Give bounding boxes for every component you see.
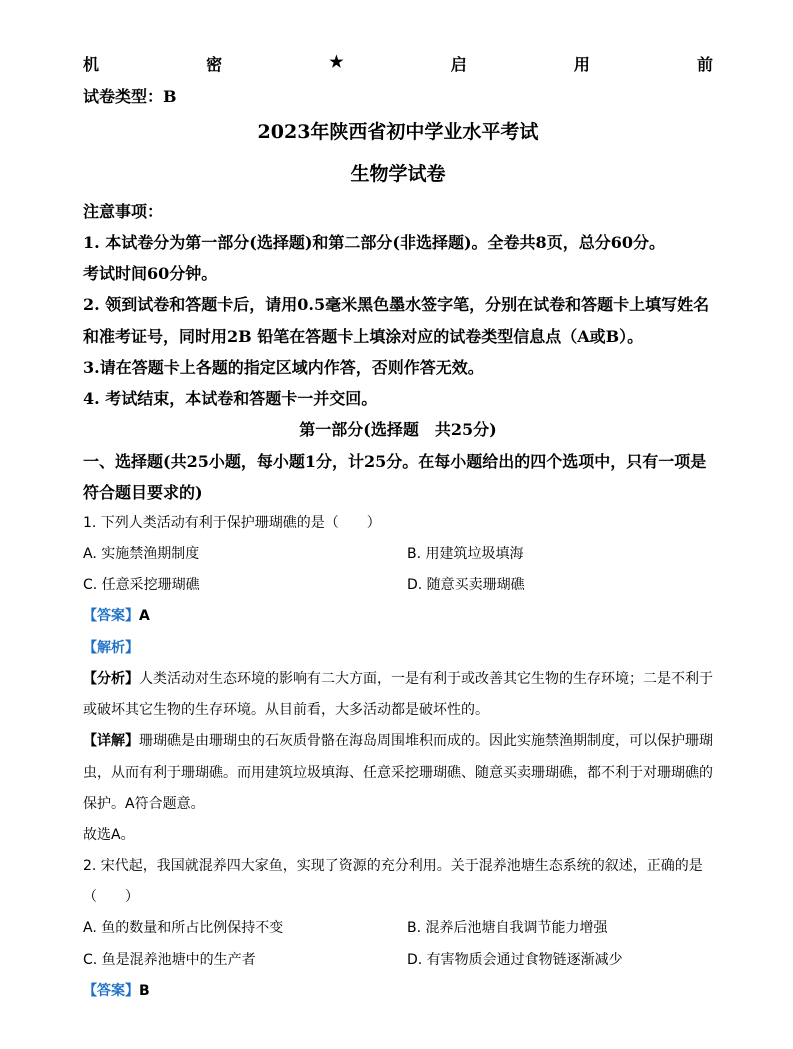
star-icon: ★ <box>329 52 344 71</box>
confidential-header <box>83 52 713 75</box>
conf-char: 密 <box>206 55 223 74</box>
q1-conclusion: 故选A。 <box>83 827 135 843</box>
part-one-heading: 第一部分(选择题 共25分) <box>299 420 497 439</box>
q2-options-row2 <box>83 949 713 969</box>
q2-option-c: C. 鱼是混养池塘中的生产者 <box>83 952 256 968</box>
q1-fenxi-2: 或破坏其它生物的生存环境。从目前看，大多活动都是破坏性的。 <box>83 702 489 718</box>
q2-answer <box>83 980 713 1000</box>
q1-option-a: A. 实施禁渔期制度 <box>83 546 200 562</box>
q1-option-c: C. 任意采挖珊瑚礁 <box>83 577 200 593</box>
answer-tag: 【答案】 <box>83 983 139 999</box>
q1-stem: 1. 下列人类活动有利于保护珊瑚礁的是（ ） <box>83 515 381 531</box>
conf-char: 机 <box>83 55 100 74</box>
q1-options-row2 <box>83 574 713 594</box>
q2-options-row1 <box>83 917 713 937</box>
note-3: 3.请在答题卡上各题的指定区域内作答，否则作答无效。 <box>83 358 484 377</box>
q1-option-d: D. 随意买卖珊瑚礁 <box>407 577 525 593</box>
note-2a: 2. 领到试卷和答题卡后，请用0.5毫米黑色墨水签字笔，分别在试卷和答题卡上填写姓名 <box>83 295 710 314</box>
answer-value: A <box>139 608 150 624</box>
q1-xiangjie-3: 保护。A符合题意。 <box>83 796 205 812</box>
paper-type: 试卷类型：B <box>83 87 177 106</box>
notes-heading: 注意事项： <box>83 202 164 221</box>
xiangjie-text: 珊瑚礁是由珊瑚虫的石灰质骨骼在海岛周围堆积而成的。因此实施禁渔期制度，可以保护珊瑚 <box>139 733 713 749</box>
q2-stem-2: （ ） <box>83 889 139 905</box>
q1-xiangjie-2: 虫，从而有利于珊瑚礁。而用建筑垃圾填海、任意采挖珊瑚礁、随意买卖珊瑚礁，都不利于对珊瑚礁的 <box>83 765 713 781</box>
note-1a: 1. 本试卷分为第一部分(选择题)和第二部分(非选择题)。全卷共8页，总分60分。 <box>83 233 665 252</box>
exam-subtitle: 生物学试卷 <box>350 163 446 185</box>
q1-answer <box>83 605 713 625</box>
analysis-tag: 【解析】 <box>83 640 139 656</box>
fenxi-text: 人类活动对生态环境的影响有二大方面，一是有利于或改善其它生物的生存环境；二是不利于 <box>139 671 713 687</box>
fenxi-tag: 【分析】 <box>83 671 139 687</box>
conf-char: 用 <box>573 55 590 74</box>
q2-option-b: B. 混养后池塘自我调节能力增强 <box>407 920 608 936</box>
answer-value: B <box>139 983 150 999</box>
q1-option-b: B. 用建筑垃圾填海 <box>407 546 524 562</box>
q2-stem-1: 2. 宋代起，我国就混养四大家鱼，实现了资源的充分利用。关于混养池塘生态系统的叙述，正确的是 <box>83 858 703 874</box>
q2-option-d: D. 有害物质会通过食物链逐渐减少 <box>407 952 623 968</box>
conf-char: 前 <box>696 55 713 74</box>
q1-options-row1 <box>83 543 713 563</box>
answer-tag: 【答案】 <box>83 608 139 624</box>
q1-xiangjie-1 <box>83 730 713 750</box>
conf-char: 启 <box>450 55 467 74</box>
q1-analysis-tag <box>83 637 713 657</box>
section-heading-1: 一、选择题(共25小题，每小题1分，计25分。在每小题给出的四个选项中，只有一项是 <box>83 452 707 471</box>
q1-fenxi-1 <box>83 668 713 688</box>
note-2b: 和准考证号，同时用2B 铅笔在答题卡上填涂对应的试卷类型信息点（A或B）。 <box>83 327 644 346</box>
note-4: 4. 考试结束，本试卷和答题卡一并交回。 <box>83 389 378 408</box>
note-1b: 考试时间60分钟。 <box>83 264 218 283</box>
xiangjie-tag: 【详解】 <box>83 733 139 749</box>
q2-option-a: A. 鱼的数量和所占比例保持不变 <box>83 920 284 936</box>
section-heading-2: 符合题目要求的) <box>83 483 203 502</box>
exam-title: 2023年陕西省初中学业水平考试 <box>257 121 539 143</box>
